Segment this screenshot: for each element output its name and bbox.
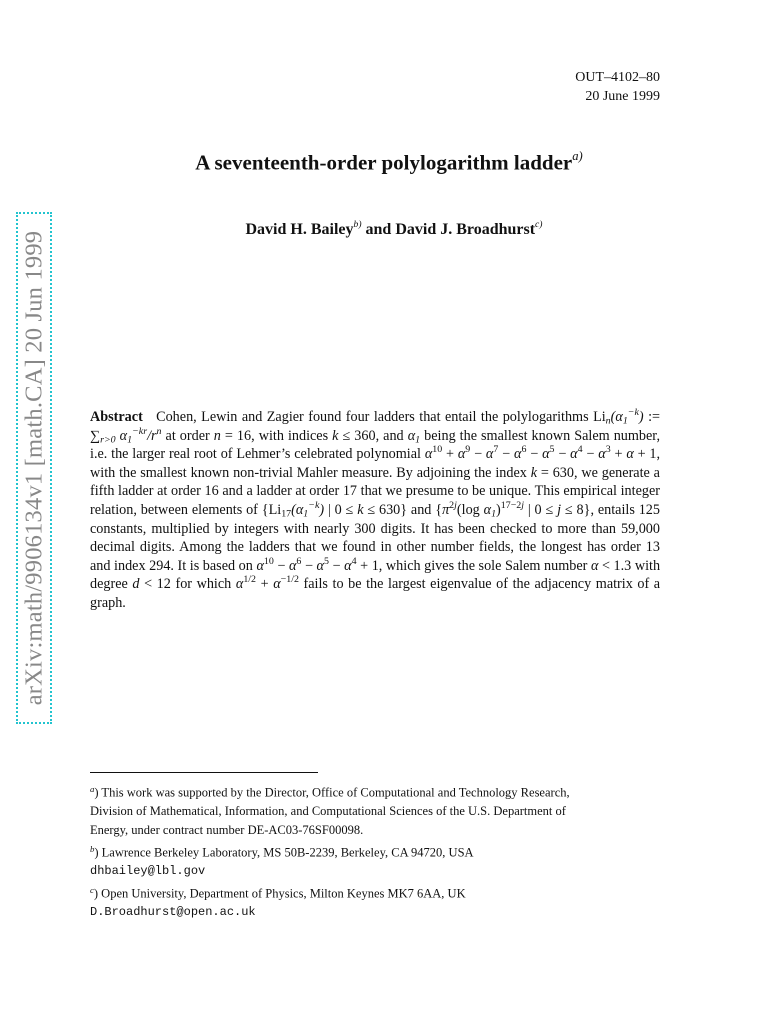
abstract-text: being the smallest known Salem number, i.e. the larger real root of Lehmer’s celebrated polynomial <box>90 427 661 463</box>
footnote-b <box>90 840 660 862</box>
abstract-text: at order <box>165 427 210 444</box>
footnote-c-email[interactable]: D.Broadhurst@open.ac.uk <box>90 904 256 919</box>
math-order: n = 16 <box>213 427 252 444</box>
footnote-c-text: ) Open University, Department of Physics, Milton Keynes MK7 6AA, UK <box>93 886 466 901</box>
author-bailey-mark: b) <box>353 219 362 230</box>
math-salem-bound: α < 1.3 <box>590 557 632 574</box>
math-degree-bound: d < 12 <box>132 576 171 593</box>
title-footnote-mark: a) <box>572 149 583 163</box>
math-polynomial-294: $\alpha^{10} - \alpha^6 - \alpha^5 - \alpha^4 + 1$ <box>256 555 379 574</box>
abstract-text: , and <box>375 427 404 444</box>
report-number: OUT–4102–80 <box>575 70 660 85</box>
abstract-text: fails to be the largest eigenvalue of the adjacency matrix of a graph. <box>90 576 661 611</box>
math-polylog: $Li_n(\alpha_1^{-k})$ := $\sum_{r>0}$ $\alpha_1^{-kr}/r^n$ <box>90 407 661 446</box>
abstract-text: with degree <box>90 557 661 593</box>
abstract-text: and <box>410 501 432 518</box>
arxiv-stamp <box>16 212 52 724</box>
footnote-a-mark: a <box>90 784 95 794</box>
math-alpha1: $\alpha_1$ <box>407 427 421 446</box>
author-broadhurst: David J. Broadhurst <box>395 221 536 239</box>
math-eigen-expression: $\alpha^{1/2} + \alpha^{-1/2}$ <box>235 574 299 593</box>
abstract-text: , we generate a fifth ladder at order 16 and a ladder at order 17 that we presume to be unique. This empirical integer relation, between elements of <box>90 464 660 518</box>
math-lehmer-polynomial: $\alpha^{10} + \alpha^9 - \alpha^7 - \alpha^6 - \alpha^5 - \alpha^4 - \alpha^3 + \alpha + 1$ <box>424 444 657 463</box>
abstract-text: , which gives the sole Salem number <box>378 557 588 574</box>
footnote-rule <box>90 772 318 773</box>
arxiv-identifier: arXiv:math/9906134v1 [math.CA] 20 Jun 1999 <box>20 230 48 706</box>
abstract-text: Cohen, Lewin and Zagier found four ladders that entail the polylogarithms <box>156 409 589 425</box>
author-bailey: David H. Bailey <box>245 221 354 239</box>
author-broadhurst-mark: c) <box>535 219 543 230</box>
abstract-text: , with indices <box>251 427 329 444</box>
footnote-a <box>90 780 660 802</box>
abstract <box>90 408 660 613</box>
report-date: 20 June 1999 <box>585 89 660 104</box>
author-list <box>0 219 768 239</box>
math-set-pi: {$\pi^{2j}(\log$ $\alpha_1)^{17-2j}$ | 0 ≤ j ≤ 8} <box>435 500 591 520</box>
abstract-text: , entails 125 constants, multiplied by integers with nearly 300 digits. It has been checked to more than 59,000 decimal digits. Among the ladders that we found in other number fields, the longest has order 13 and index 294. It is based on <box>90 501 660 574</box>
footnote-c <box>90 881 660 903</box>
footnote-b-email[interactable]: dhbailey@lbl.gov <box>90 863 206 878</box>
footnote-a-text-cont: Energy, under contract number DE-AC03-76SF00098. <box>90 822 364 837</box>
footnote-b-mark: b <box>90 843 95 854</box>
paper-title <box>0 149 768 175</box>
math-set-li17: {$Li_{17}(\alpha_1^{-k})$ | 0 ≤ k ≤ 630} <box>261 500 408 520</box>
footnote-b-text: ) Lawrence Berkeley Laboratory, MS 50B-2239, Berkeley, CA 94720, USA <box>94 845 474 860</box>
abstract-text: , with the smallest known non-trivial Mahler measure. By adjoining the index <box>90 446 661 481</box>
math-index-bound: k ≤ 360 <box>332 427 376 444</box>
footnotes <box>90 780 660 922</box>
math-index-630: k = 630 <box>530 464 574 481</box>
abstract-label: Abstract <box>90 409 143 425</box>
footnote-c-mark: c <box>90 884 94 895</box>
footnote-a-text-cont: Division of Mathematical, Information, and Computational Sciences of the U.S. Department of <box>90 804 566 819</box>
report-info <box>575 68 660 106</box>
abstract-text: for which <box>175 576 232 593</box>
footnote-a-text: ) This work was supported by the Director, Office of Computational and Technology Research, <box>94 785 570 800</box>
author-conjunction: and <box>365 221 392 239</box>
title-text: A seventeenth-order polylogarithm ladder <box>195 150 573 175</box>
